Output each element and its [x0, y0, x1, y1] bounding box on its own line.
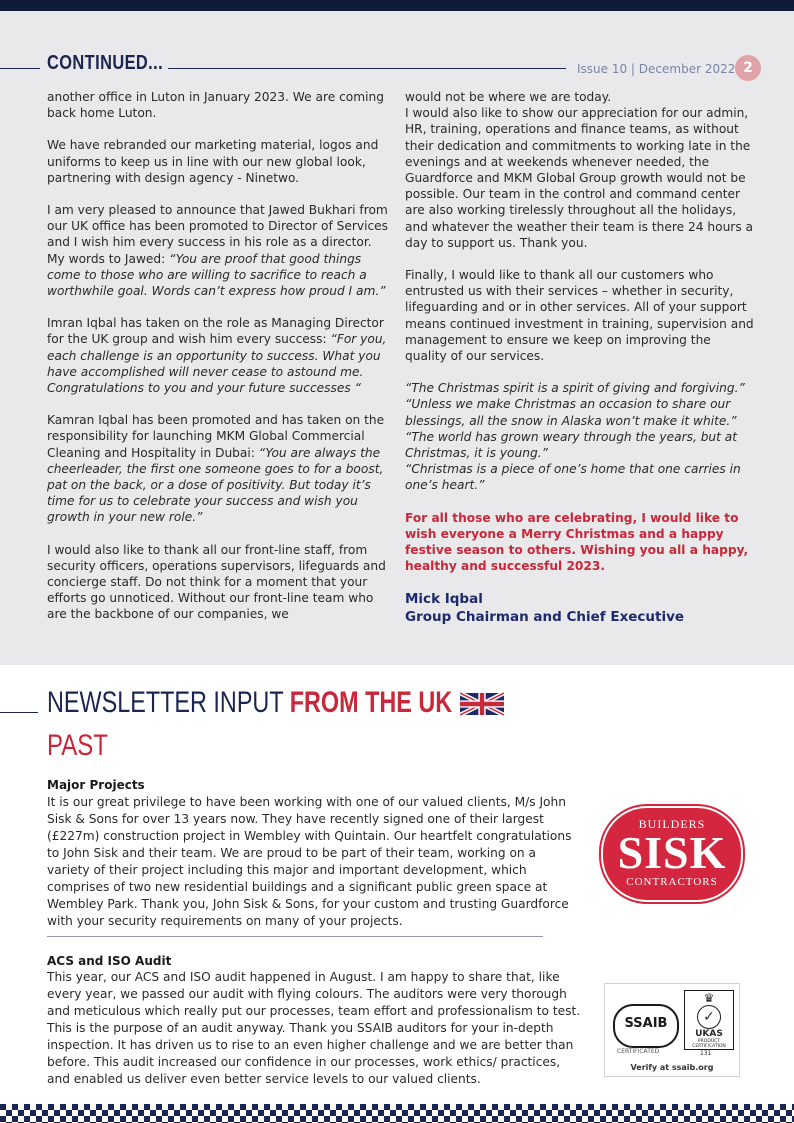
paragraph: would not be where we are today. [405, 90, 612, 104]
issue-label: Issue 10 | December 2022 [577, 62, 736, 76]
christmas-quotes [405, 380, 755, 493]
ukas-number: 131 [700, 1050, 712, 1057]
letter-right-column [405, 89, 755, 626]
signature-name: Mick Iqbal [405, 591, 483, 608]
header-rule-right [168, 68, 566, 69]
quote: “The Christmas spirit is a spirit of giving and forgiving.” [405, 381, 745, 396]
quote: “Unless we make Christmas an occasion to share our blessings, all the snow in Alaska won’t make it white.” [405, 397, 737, 428]
continued-heading: CONTINUED... [47, 52, 164, 74]
sisk-logo: BUILDERS SISK CONTRACTORS [601, 806, 743, 902]
quote: “Christmas is a piece of one’s home that one carries in one’s heart.” [405, 462, 741, 493]
signature-title: Group Chairman and Chief Executive [405, 609, 685, 626]
major-projects-body: It is our great privilege to have been working with one of our valued clients, M/s John Sisk & Sons for over 13 years now. They have recently signed one of their largest (£227m) construction project in Wembley with Quintain. Our heartfelt congratulations to John Sisk and their team. We are proud to be part of their team, working on a variety of their project including this major and important development, which comprises of two new residential buildings and a significant public green space at Wembley Park. Thank you, John Sisk & Sons, for your custom and trusting Guardforce with your security requirements on many of your projects. [47, 795, 572, 928]
ukas-badge: ♛ ✓ UKAS PRODUCT CERTIFICATION [684, 990, 734, 1050]
christmas-greeting: For all those who are celebrating, I would like to wish everyone a Merry Christmas and a happy festive season to others. Wishing you all a happy, healthy and successful 2023. [405, 510, 749, 574]
ssaib-badge: SSAIB [613, 1004, 679, 1048]
newsletter-title: NEWSLETTER INPUT FROM THE UK [47, 686, 453, 719]
paragraph: We have rebranded our marketing material, logos and uniforms to keep us in line with our new global look, partnering with design agency - Ninetwo. [47, 138, 379, 185]
major-projects-heading: Major Projects [47, 778, 145, 792]
page-number: 2 [735, 55, 761, 81]
quote: “You are proof that good things come to those who are willing to sacrifice to reach a worthwhile goal. Words can’t express how proud I am.” [47, 251, 386, 299]
verify-text: Verify at ssaib.org [630, 1063, 714, 1072]
section-rule [0, 712, 38, 713]
section-divider [47, 936, 543, 937]
audit-heading: ACS and ISO Audit [47, 954, 172, 968]
paragraph: I would also like to thank all our front-line staff, from security officers, operations supervisors, lifeguards and concierge staff. Do not think for a moment that your efforts go unnoticed. Without our front-line team who are the backbone of our companies, we [47, 542, 386, 622]
past-heading: PAST [47, 729, 108, 762]
quote: “You are always the cheerleader, the first one someone goes to for a boost, pat on the back, or a dose of positivity. But today it’s time for us to celebrate your success and wish you growth in your new role.” [47, 445, 384, 525]
paragraph: another office in Luton in January 2023. We are coming back home Luton. [47, 90, 384, 121]
quote: “For you, each challenge is an opportunity to success. What you have accomplished will never cease to astound me. Congratulations to you and your future successes “ [47, 332, 387, 396]
paragraph: Finally, I would like to thank all our customers who entrusted us with their services – whether in security, lifeguarding and or in other services. All of your support means continued investment in training, supervision and management to ensure we keep on improving the quality of our services. [405, 268, 754, 364]
ssaib-caption: CERTIFICATED [617, 1048, 660, 1055]
paragraph: Imran Iqbal has taken on the role as Managing Director for the UK group and wish him every success: “For you, each challenge is an opportunity to success. What you have accomplished will never cease to astound me. Congratulations to you and your future successes “ [47, 316, 387, 396]
top-bar [0, 0, 794, 11]
crown-icon: ♛ [703, 991, 715, 1005]
letter-left-column [47, 89, 392, 639]
uk-flag-icon [460, 690, 504, 718]
check-icon: ✓ [697, 1005, 721, 1029]
audit-body: This year, our ACS and ISO audit happened in August. I am happy to share that, like every year, we passed our audit with flying colours. The auditors were very thorough and meticulous which really put our processes, team effort and professionalism to test. This is the purpose of an audit anyway. Thank you SSAIB auditors for your in-depth inspection. It has driven us to rise to an even higher challenge and we are better than before. This audit increased our confidence in our processes, work ethics/ practices, and enabled us deliver even better service levels to our valued clients. [47, 970, 581, 1086]
header-rule-left [0, 68, 40, 69]
paragraph: I would also like to show our appreciation for our admin, HR, training, operations and finance teams, as without their dedication and commitments to working late in the evenings and at weekends whenever needed, the Guardforce and MKM Global Group growth would not be possible. Our team in the control and command center are also working tirelessly throughout all the holidays, and whatever the weather their team is there 24 hours a day to support us. Thank you. [405, 106, 754, 250]
checkered-footer [0, 1104, 794, 1123]
paragraph: Kamran Iqbal has been promoted and has taken on the responsibility for launching MKM Global Commercial Cleaning and Hospitality in Dubai: “You are always the cheerleader, the first one someone goes to for a boost, pat on the back, or a dose of positivity. But today it’s time for us to celebrate your success and wish you growth in your new role.” [47, 413, 385, 525]
ssaib-ukas-logo [604, 983, 740, 1077]
quote: “The world has grown weary through the years, but at Christmas, it is young.” [405, 429, 738, 461]
paragraph: I am very pleased to announce that Jawed Bukhari from our UK office has been promoted to Director of Services and I wish him every success in his role as a director. My words to Jawed: “You are proof that good things come to those who are willing to sacrifice to reach a worthwhile goal. Words can’t express how proud I am.” [47, 203, 389, 299]
